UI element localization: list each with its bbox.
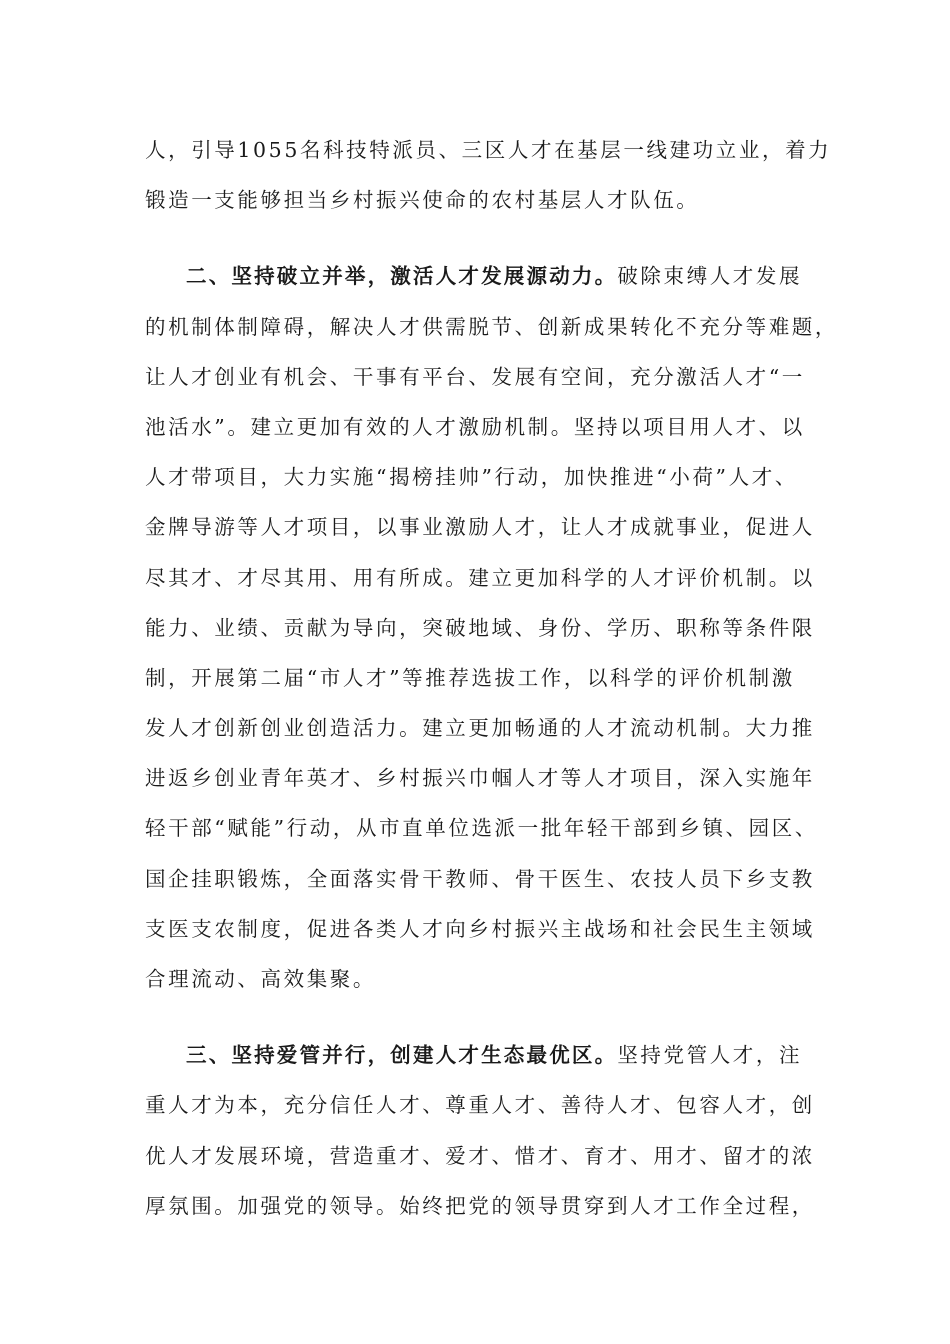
text-line: 池活水”。建立更加有效的人才激励机制。坚持以项目用人才、以	[145, 414, 805, 439]
text-line: 国企挂职锻炼，全面落实骨干教师、骨干医生、农技人员下乡支教	[145, 866, 815, 891]
text-line: 锻造一支能够担当乡村振兴使命的农村基层人才队伍。	[145, 188, 700, 213]
text-line: 让人才创业有机会、干事有平台、发展有空间，充分激活人才“一	[145, 364, 805, 389]
text-line: 能力、业绩、贡献为导向，突破地域、身份、学历、职称等条件限	[145, 615, 815, 640]
text-line: 人才带项目，大力实施“揭榜挂帅”行动，加快推进“小荷”人才、	[145, 465, 798, 490]
text-line: 的机制体制障碍，解决人才供需脱节、创新成果转化不充分等难题，	[145, 314, 838, 339]
paragraph-2	[145, 251, 838, 1004]
paragraph-1	[145, 125, 832, 225]
section-heading: 二、坚持破立并举，激活人才发展源动力。	[186, 264, 618, 289]
section-heading: 三、坚持爱管并行，创建人才生态最优区。	[186, 1043, 618, 1068]
text-line: 金牌导游等人才项目，以事业激励人才，让人才成就事业，促进人	[145, 515, 815, 540]
text-line: 轻干部“赋能”行动，从市直单位选派一批年轻干部到乡镇、园区、	[145, 816, 818, 841]
paragraph-first-line	[145, 1030, 825, 1080]
document-page	[145, 125, 838, 1231]
text-line: 合理流动、高效集聚。	[145, 967, 376, 991]
paragraph-first-line	[145, 251, 825, 301]
text-line: 进返乡创业青年英才、乡村振兴巾帼人才等人才项目，深入实施年	[145, 766, 815, 791]
text-line: 优人才发展环境，营造重才、爱才、惜才、育才、用才、留才的浓	[145, 1143, 815, 1168]
paragraph-3	[145, 1030, 825, 1231]
text-line: 重人才为本，充分信任人才、尊重人才、善待人才、包容人才，创	[145, 1093, 815, 1118]
text-line: 尽其才、才尽其用、用有所成。建立更加科学的人才评价机制。以	[145, 565, 815, 590]
text-line: 人，引导1055名科技特派员、三区人才在基层一线建功立业，着力	[145, 138, 832, 162]
text-line: 发人才创新创业创造活力。建立更加畅通的人才流动机制。大力推	[145, 716, 815, 741]
text-line: 支医支农制度，促进各类人才向乡村振兴主战场和社会民生主领域	[145, 916, 815, 941]
text-line: 厚氛围。加强党的领导。始终把党的领导贯穿到人才工作全过程，	[145, 1193, 815, 1218]
text-line: 制，开展第二届“市人才”等推荐选拔工作，以科学的评价机制激	[145, 665, 795, 690]
text-run: 破除束缚人才发展	[617, 264, 803, 289]
text-run: 坚持党管人才，注	[617, 1043, 803, 1068]
